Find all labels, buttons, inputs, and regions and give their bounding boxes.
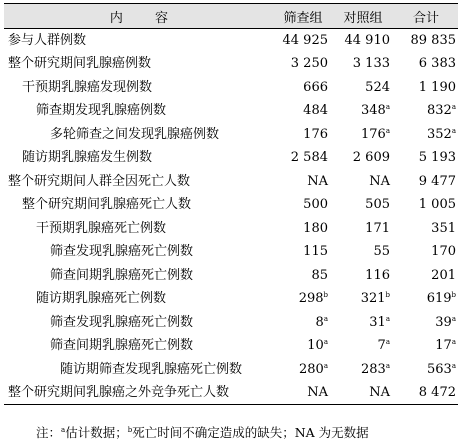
- table-row: [4, 287, 458, 311]
- cell-total: [394, 76, 458, 100]
- cell-total-value: 352: [426, 126, 452, 142]
- cell-control-value: NA: [369, 385, 390, 400]
- cell-control-note-mark: a: [385, 126, 390, 135]
- cell-screened-value: NA: [307, 173, 328, 189]
- cell-total-value: 619: [426, 291, 452, 307]
- cell-screened-value: 500: [303, 197, 328, 213]
- cell-screened-value: 3 250: [290, 56, 328, 72]
- cell-screened-value: 2 584: [290, 150, 328, 166]
- cell-total-value: 8 472: [418, 385, 456, 400]
- cell-total-value: 89 835: [410, 33, 456, 48]
- table-row: [4, 311, 458, 335]
- cell-control: [332, 381, 394, 405]
- cell-screened-note-mark: a: [323, 361, 328, 370]
- cell-control-value: NA: [369, 173, 390, 189]
- table-row: [4, 170, 458, 194]
- table-row: [4, 146, 458, 170]
- table-row: [4, 123, 458, 147]
- cell-total: [394, 123, 458, 147]
- cell-screened-note-mark: b: [323, 291, 328, 300]
- row-label: 干预期乳腺癌发现例数: [22, 79, 153, 95]
- table-row: [4, 358, 458, 382]
- cell-screened-value: 484: [303, 103, 328, 119]
- cell-total-value: 563: [426, 361, 452, 377]
- cell-control: [332, 123, 394, 147]
- cell-screened-value: 666: [303, 79, 328, 95]
- cell-control-value: 348: [360, 103, 386, 119]
- cell-screened: [274, 170, 332, 194]
- header-screened: 筛查组: [283, 10, 323, 26]
- cell-control: [332, 358, 394, 382]
- cell-screened: [274, 334, 332, 358]
- cell-screened-value: 115: [303, 244, 328, 260]
- cell-screened-value: 298: [298, 291, 324, 307]
- cell-total: [394, 146, 458, 170]
- cell-screened-note-mark: a: [323, 314, 328, 323]
- table-row: [4, 217, 458, 241]
- cell-total-note-mark: a: [451, 314, 456, 323]
- cell-screened-value: NA: [307, 385, 328, 400]
- cell-screened-value: 44 925: [282, 33, 328, 48]
- cell-total-value: 170: [431, 244, 456, 260]
- cell-screened: [274, 287, 332, 311]
- header-content: [4, 4, 274, 29]
- cell-control-value: 55: [373, 244, 390, 260]
- header-row: [4, 4, 458, 29]
- cell-control-value: 7: [377, 338, 386, 354]
- cell-screened: [274, 146, 332, 170]
- cell-control-value: 171: [365, 220, 390, 236]
- cell-screened: [274, 358, 332, 382]
- footnote-sup-a: a: [61, 426, 66, 434]
- header-total: 合计: [412, 10, 439, 26]
- cell-control-note-mark: b: [385, 291, 390, 300]
- footnote-sup-b: b: [127, 426, 133, 434]
- cell-control-note-mark: a: [385, 314, 390, 323]
- cell-control: [332, 146, 394, 170]
- row-label: 整个研究期间乳腺癌之外竞争死亡人数: [8, 385, 230, 400]
- cell-total: [394, 29, 458, 53]
- cell-total: [394, 170, 458, 194]
- cell-screened: [274, 76, 332, 100]
- cell-control-value: 44 910: [344, 33, 390, 48]
- row-label: 随访期乳腺癌死亡例数: [36, 291, 167, 307]
- cell-control: [332, 170, 394, 194]
- data-table: [4, 3, 458, 405]
- cell-control: [332, 76, 394, 100]
- cell-control-note-mark: a: [385, 361, 390, 370]
- row-label: 筛查期发现乳腺癌例数: [36, 103, 167, 119]
- cell-control-value: 321: [360, 291, 386, 307]
- cell-control-note-mark: a: [385, 338, 390, 347]
- row-label: 筛查发现乳腺癌死亡例数: [50, 314, 194, 330]
- cell-total-value: 1 005: [418, 197, 456, 213]
- cell-total: [394, 287, 458, 311]
- cell-total: [394, 52, 458, 76]
- cell-total-value: 9 477: [418, 173, 456, 189]
- footnote-text-a: 估计数据；: [65, 425, 128, 440]
- cell-control: [332, 29, 394, 53]
- row-label: 参与人群例数: [8, 33, 87, 48]
- row-label: 随访期筛查发现乳腺癌死亡例数: [60, 361, 243, 377]
- cell-screened: [274, 381, 332, 405]
- cell-total-note-mark: a: [451, 361, 456, 370]
- cell-total-note-mark: a: [451, 103, 456, 112]
- cell-control: [332, 287, 394, 311]
- row-label: 筛查间期乳腺癌死亡例数: [50, 267, 194, 283]
- footnote-text-b: 死亡时间不确定造成的缺失；NA 为无数据: [132, 425, 369, 440]
- table-row: [4, 334, 458, 358]
- cell-total: [394, 381, 458, 405]
- row-label: 筛查间期乳腺癌死亡例数: [50, 338, 194, 354]
- cell-total: [394, 217, 458, 241]
- table-row: [4, 264, 458, 288]
- cell-control-value: 176: [360, 126, 386, 142]
- cell-total: [394, 358, 458, 382]
- table-row: [4, 52, 458, 76]
- row-label: 干预期乳腺癌死亡例数: [36, 220, 167, 236]
- cell-control: [332, 52, 394, 76]
- table-row: [4, 193, 458, 217]
- cell-screened-note-mark: a: [323, 338, 328, 347]
- table-row: [4, 381, 458, 405]
- cell-screened: [274, 123, 332, 147]
- cell-screened-value: 10: [307, 338, 324, 354]
- cell-control: [332, 240, 394, 264]
- cell-control-value: 3 133: [352, 56, 390, 72]
- cell-total: [394, 240, 458, 264]
- cell-total-value: 201: [431, 267, 456, 283]
- header-control: 对照组: [343, 10, 383, 26]
- cell-total-value: 5 193: [418, 150, 456, 166]
- cell-control: [332, 311, 394, 335]
- cell-control: [332, 264, 394, 288]
- table-row: [4, 240, 458, 264]
- cell-screened: [274, 52, 332, 76]
- cell-control-value: 116: [365, 267, 390, 283]
- cell-total-value: 39: [435, 314, 452, 330]
- cell-total-value: 6 383: [418, 56, 456, 72]
- cell-screened: [274, 217, 332, 241]
- cell-control: [332, 99, 394, 123]
- table-header: [4, 4, 458, 29]
- cell-total-note-mark: a: [451, 126, 456, 135]
- cell-control: [332, 193, 394, 217]
- row-label: 整个研究期间乳腺癌死亡人数: [22, 197, 192, 213]
- cell-total-value: 351: [431, 220, 456, 236]
- cell-screened-value: 180: [303, 220, 328, 236]
- footnote-prefix: 注：: [36, 425, 62, 440]
- cell-total-value: 17: [435, 338, 452, 354]
- cell-total-note-mark: b: [451, 291, 456, 300]
- table-body: [4, 29, 458, 405]
- cell-control-value: 524: [365, 79, 390, 95]
- cell-total: [394, 193, 458, 217]
- cell-screened: [274, 264, 332, 288]
- row-label: 随访期乳腺癌发生例数: [22, 150, 153, 166]
- row-label: 整个研究期间人群全因死亡人数: [8, 173, 191, 189]
- cell-screened-value: 85: [311, 267, 328, 283]
- cell-total-value: 1 190: [418, 79, 456, 95]
- cell-control-value: 31: [369, 314, 386, 330]
- cell-total: [394, 334, 458, 358]
- cell-control-value: 505: [365, 197, 390, 213]
- cell-screened: [274, 193, 332, 217]
- cell-control-value: 2 609: [352, 150, 390, 166]
- cell-total-note-mark: a: [451, 338, 456, 347]
- table-footnote: [36, 423, 369, 441]
- cell-screened-value: 280: [298, 361, 324, 377]
- cell-control-note-mark: a: [385, 103, 390, 112]
- cell-screened: [274, 311, 332, 335]
- row-label: 筛查发现乳腺癌死亡例数: [50, 244, 194, 260]
- row-label: 整个研究期间乳腺癌例数: [8, 56, 152, 72]
- cell-screened: [274, 29, 332, 53]
- cell-control-value: 283: [360, 361, 386, 377]
- cell-total: [394, 99, 458, 123]
- cell-screened: [274, 99, 332, 123]
- cell-screened-value: 176: [303, 126, 328, 142]
- table-row: [4, 76, 458, 100]
- table-row: [4, 99, 458, 123]
- cell-control: [332, 334, 394, 358]
- row-label: 多轮筛查之间发现乳腺癌例数: [50, 126, 220, 142]
- table-row: [4, 29, 458, 53]
- cell-screened: [274, 240, 332, 264]
- cell-total: [394, 264, 458, 288]
- header-content-label: 内 容: [109, 10, 183, 26]
- cell-total-value: 832: [426, 103, 452, 119]
- cell-total: [394, 311, 458, 335]
- cell-control: [332, 217, 394, 241]
- cell-screened-value: 8: [315, 314, 324, 330]
